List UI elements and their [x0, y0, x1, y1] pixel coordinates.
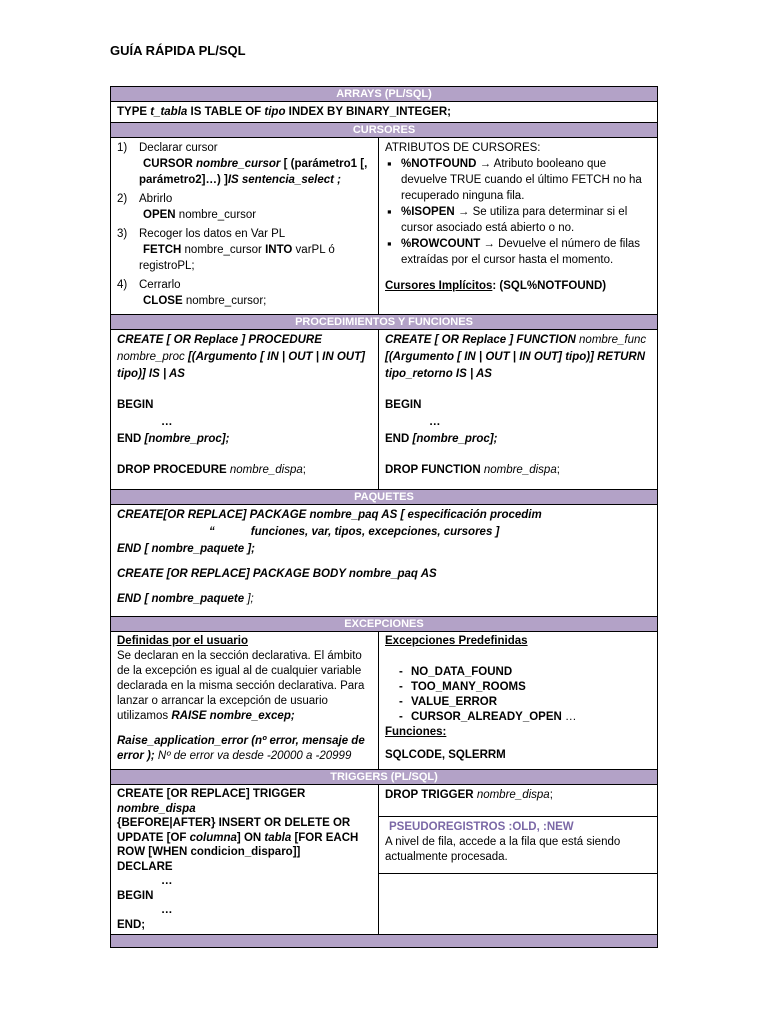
section-header-triggers: TRIGGERS (PL/SQL)	[111, 770, 658, 785]
exception-item: - CURSOR_ALREADY_OPEN …	[385, 710, 651, 725]
procedure-block: CREATE [ OR Replace ] PROCEDURE nombre_proc [(Argumento [ IN | OUT | IN OUT] tipo)] IS | AS BEGIN … END [nombre_proc]; DROP PROCEDURE nombre_dispa;	[111, 330, 379, 490]
cursores-row	[111, 138, 658, 315]
procedimientos-row	[111, 330, 658, 490]
cursor-step-close: 4) Cerrarlo CLOSE nombre_cursor;	[117, 279, 267, 307]
cursor-step-open: 2) Abrirlo OPEN nombre_cursor	[117, 193, 257, 221]
section-header-cursores: CURSORES	[111, 123, 658, 138]
paquetes-row: CREATE[OR REPLACE] PACKAGE nombre_paq AS [ especificación procedim “ funciones, var, tipos, excepciones, cursores ] END [ nombre_paquete ]; CREATE [OR REPLACE] PACKAGE BODY nombre_paq AS END [ nombre_paquete ];	[111, 505, 658, 617]
excepciones-row	[111, 632, 658, 770]
exception-item: - TOO_MANY_ROOMS	[385, 680, 651, 695]
section-header-paquetes: PAQUETES	[111, 490, 658, 505]
section-header-excepciones: EXCEPCIONES	[111, 617, 658, 632]
cursor-step-fetch: 3) Recoger los datos en Var PL FETCH nombre_cursor INTO varPL ó registroPL;	[117, 228, 335, 272]
attr-isopen: ▪ %ISOPEN → Se utiliza para determinar si el cursor asociado está abierto o no.	[385, 204, 651, 236]
implicit-cursors: Cursores Implícitos: (SQL%NOTFOUND)	[385, 280, 607, 292]
drop-trigger: DROP TRIGGER nombre_dispa;	[385, 789, 553, 801]
triggers-row	[111, 785, 658, 935]
function-block: CREATE [ OR Replace ] FUNCTION nombre_func [(Argumento [ IN | OUT | IN OUT] tipo)] RETURN tipo_retorno IS | AS BEGIN … END [nombre_proc]; DROP FUNCTION nombre_dispa;	[379, 330, 658, 490]
section-header-arrays: ARRAYS (PL/SQL)	[111, 87, 658, 102]
empty-cell	[379, 873, 657, 912]
predefined-exceptions: Excepciones Predefinidas - NO_DATA_FOUND - TOO_MANY_ROOMS - VALUE_ERROR - CURSOR_ALREADY_OPEN … Funciones: SQLCODE, SQLERRM	[379, 632, 658, 770]
attr-rowcount: ▪ %ROWCOUNT → Devuelve el número de filas extraídas por el cursor hasta el momento.	[385, 236, 651, 268]
pseudo-registers: PSEUDOREGISTROS :OLD, :NEW A nivel de fila, accede a la fila que está siendo actualmente procesada.	[379, 816, 657, 873]
section-footer-bar	[111, 935, 658, 948]
trigger-create-block: CREATE [OR REPLACE] TRIGGER nombre_dispa {BEFORE|AFTER} INSERT OR DELETE OR UPDATE [OF columna] ON tabla [FOR EACH ROW [WHEN condicion_disparo]] DECLARE … BEGIN … END;	[111, 785, 379, 935]
quick-reference-table	[110, 86, 658, 948]
cursor-attributes: ATRIBUTOS DE CURSORES: ▪ %NOTFOUND → Atributo booleano que devuelve TRUE cuando el último FETCH no ha recuperado ninguna fila. ▪ %ISOPEN → Se utiliza para determinar si el cursor asociado está abierto o no. ▪ %ROWCOUNT → Devuelve el número de filas extraídas por el cursor hasta el momento. Cursores Implícitos: (SQL%NOTFOUND)	[379, 138, 658, 315]
attr-notfound: ▪ %NOTFOUND → Atributo booleano que devuelve TRUE cuando el último FETCH no ha recuperado ninguna fila.	[385, 156, 651, 204]
exception-item: - NO_DATA_FOUND	[385, 665, 651, 680]
arrays-row: TYPE t_tabla IS TABLE OF tipo INDEX BY BINARY_INTEGER;	[111, 102, 658, 123]
cursor-step-declare: 1) Declarar cursor CURSOR nombre_cursor [ (parámetro1 [, parámetro2]…) ]IS sentencia_select ;	[117, 142, 368, 186]
cursor-steps	[111, 138, 379, 315]
user-exceptions: Definidas por el usuario Se declaran en la sección declarativa. El ámbito de la excepción es igual al de cualquier variable declarada en la misma sección declarativa. Para lanzar o arrancar la excepción de usuario utilizamos RAISE nombre_excep; Raise_application_error (nº error, mensaje de error ); Nº de error va desde -20000 a -20999	[111, 632, 379, 770]
document-title: GUÍA RÁPIDA PL/SQL	[110, 43, 246, 58]
section-header-procedimientos: PROCEDIMIENTOS Y FUNCIONES	[111, 315, 658, 330]
trigger-side-block	[379, 785, 658, 935]
exception-item: - VALUE_ERROR	[385, 695, 651, 710]
